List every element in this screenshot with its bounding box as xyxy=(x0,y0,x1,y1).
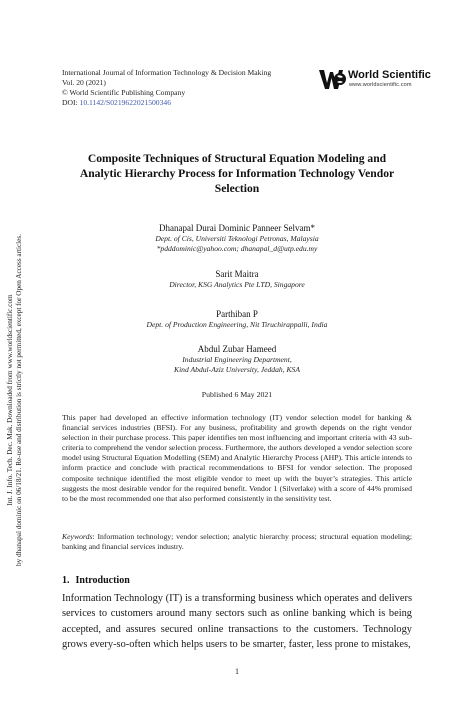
author-name: Dhanapal Durai Dominic Panneer Selvam* xyxy=(159,223,315,233)
published-date: Published 6 May 2021 xyxy=(201,390,273,399)
author-name: Sarit Maitra xyxy=(215,269,259,279)
author-name: Parthiban P xyxy=(216,309,258,319)
author-block-4 xyxy=(70,343,404,375)
publisher-name: World Scientific xyxy=(348,69,431,81)
section-title: Introduction xyxy=(75,575,130,586)
introduction-paragraph: Information Technology (IT) is a transforming business which operates and delivers services to customers around many sectors such as online banking which is being accepted, and assures secured online transactions to the customers. Technology grows every-so-often which helps users to be smarter, faster, less prone to mistakes, xyxy=(62,593,412,651)
author-email: *pdddominic@yahoo.com; dhanapal_d@utp.edu.my xyxy=(156,244,318,253)
author-affiliation: Director, KSG Analytics Pte LTD, Singapore xyxy=(169,280,305,289)
publisher-logo xyxy=(318,66,431,92)
keywords-label: Keywords xyxy=(62,532,93,541)
author-block-1 xyxy=(70,222,404,254)
world-scientific-logo-icon xyxy=(318,66,346,92)
section-number: 1. xyxy=(62,575,70,586)
download-notice xyxy=(6,165,30,635)
download-notice-line-2: by dhanapal dominic on 06/18/21. Re-use and distribution is strictly not permitted, except for Open Access articles. xyxy=(15,234,23,566)
author-affiliation-line-2: Kind Abdul-Aziz University, Jeddah, KSA xyxy=(174,365,300,374)
doi-label: DOI: xyxy=(62,98,80,107)
download-notice-line-1: Int. J. Info. Tech. Dec. Mak. Downloaded from www.worldscientific.com xyxy=(6,294,14,506)
author-affiliation: Dept. of Cis, Universiti Teknologi Petronas, Malaysia xyxy=(155,234,319,243)
keywords-text: : Information technology; vendor selection; analytic hierarchy process; structural equation modeling; banking and financial services industry. xyxy=(62,532,412,552)
author-name: Abdul Zubar Hameed xyxy=(197,344,277,354)
journal-copyright: © World Scientific Publishing Company xyxy=(62,88,186,97)
journal-name: International Journal of Information Technology & Decision Making xyxy=(62,68,272,77)
author-block-3 xyxy=(70,308,404,330)
abstract: This paper had developed an effective information technology (IT) vendor selection model for banking & financial services industries (BFSI). For any business, profitability and growth depends on the right vendor selection in their purchase process. This paper identifies ten most influencing and important criteria with 43 sub-criteria to comprehend the vendor selection process. Furthermore, the authors developed a vendor selection score model using Structural Equation Modelling (SEM) and Analytic Hierarchy Process (AHP). This article intends to inform practice and conclude with practical recommendations to BFSI for vendor selection. The proposed composite technique identified the most eligible vendor to meet up with the buyer’s strategies. This article suggests the most desirable vendor for the required benefit. Vendor 1 (Silverlake) with a score of 44% promised to be the most recommended one that also performed consistently in the sensitivity test. xyxy=(62,413,412,503)
journal-volume: Vol. 20 (2021) xyxy=(62,78,106,87)
section-heading xyxy=(62,575,130,586)
page-number: 1 xyxy=(235,667,239,676)
author-block-2 xyxy=(70,268,404,290)
author-affiliation: Industrial Engineering Department, xyxy=(182,355,292,364)
paper-title: Composite Techniques of Structural Equation Modeling and Analytic Hierarchy Process for Information Technology Vendor Selection xyxy=(79,152,395,195)
author-affiliation: Dept. of Production Engineering, Nit Tiruchirappalli, India xyxy=(146,320,328,329)
publisher-url: www.worldscientific.com xyxy=(349,82,412,88)
journal-doi xyxy=(62,98,322,108)
doi-link[interactable]: 10.1142/S0219622021500346 xyxy=(79,98,171,107)
journal-header xyxy=(62,68,322,108)
keywords xyxy=(62,532,412,552)
